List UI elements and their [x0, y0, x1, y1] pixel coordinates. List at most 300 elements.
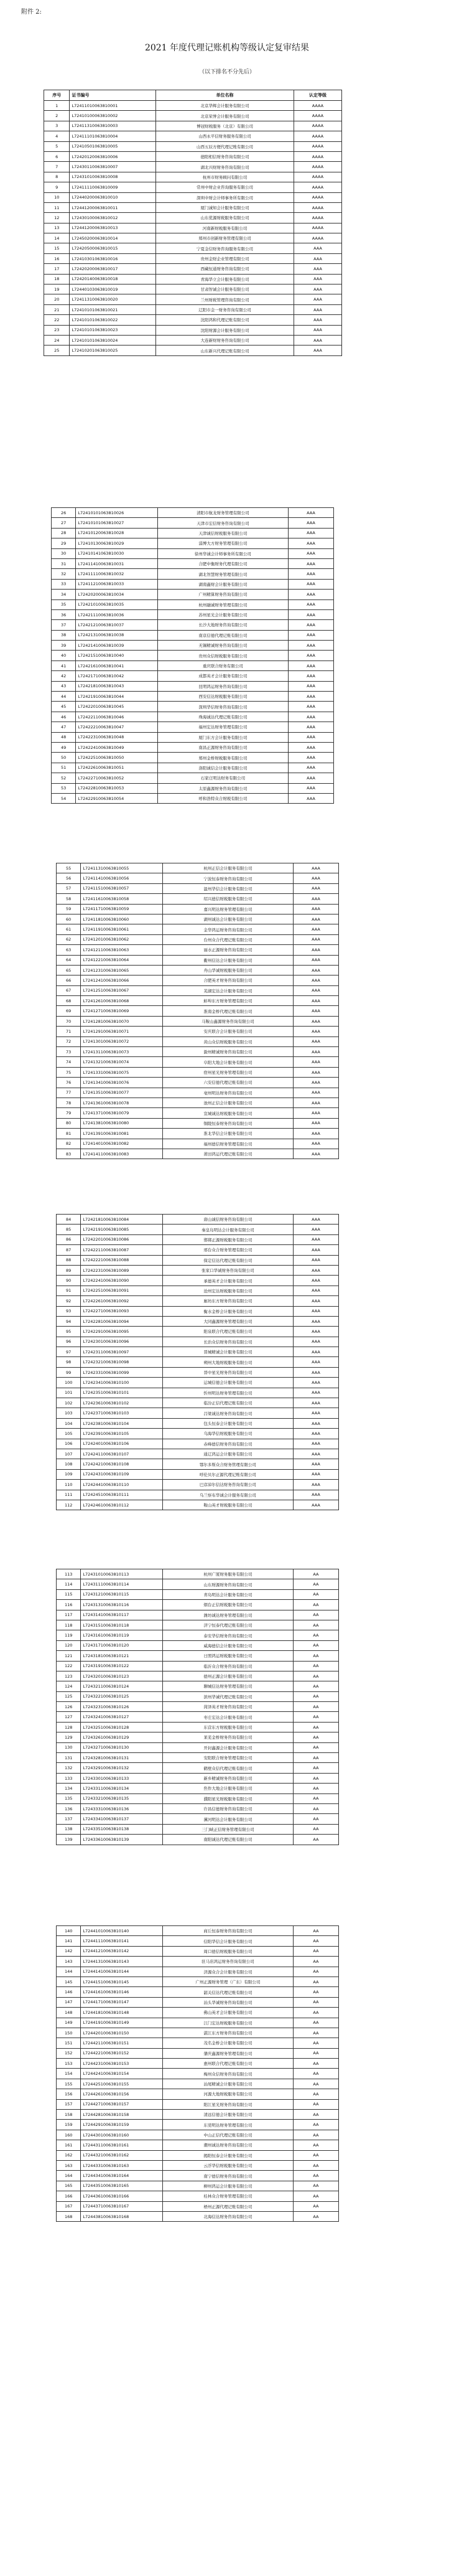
cell-name: 梅州众信财务咨询有限公司	[162, 2069, 293, 2079]
result-table-block	[56, 1214, 339, 1510]
cell-name: 台州众合代理记账有限公司	[162, 934, 293, 944]
cell-cert: L72422210063810047	[76, 722, 157, 732]
cell-cert: L72442410063810154	[81, 2069, 162, 2079]
table-row	[57, 1469, 339, 1479]
table-row	[57, 2130, 339, 2140]
cell-name: 河南新财税服务有限公司	[156, 223, 294, 233]
cell-grade: AA	[293, 1620, 338, 1630]
cell-no: 151	[57, 2038, 81, 2048]
table-row	[57, 1078, 339, 1088]
table-row	[52, 732, 334, 742]
cell-no: 41	[52, 660, 76, 670]
table-row	[57, 1793, 339, 1803]
cell-no: 12	[44, 213, 70, 223]
cell-cert: L72441510063810145	[81, 1977, 162, 1986]
cell-name: 阳泉联合代理记账有限公司	[162, 1327, 293, 1337]
cell-name: 惠州联合代理记账有限公司	[162, 2059, 293, 2069]
cell-name: 黄山众信财税服务有限公司	[162, 1037, 293, 1046]
table-row	[52, 558, 334, 568]
cell-no: 81	[57, 1129, 81, 1139]
cell-name: 中山正信代理记账有限公司	[162, 2130, 293, 2140]
cell-grade: AAA	[288, 599, 333, 609]
cell-name: 日照鸿运财税服务有限公司	[162, 1651, 293, 1661]
cell-cert: L72442210063810152	[81, 2048, 162, 2058]
column-header-cert: 证书编号	[70, 90, 156, 101]
cell-grade: AA	[293, 2028, 338, 2038]
cell-grade: AA	[293, 1671, 338, 1681]
cell-name: 威海德信会计服务有限公司	[162, 1640, 293, 1650]
cell-name: 甘肃智诚会计服务有限公司	[156, 284, 294, 294]
cell-no: 26	[52, 508, 76, 518]
cell-grade: AAA	[288, 732, 333, 742]
table-row	[44, 264, 342, 274]
table-row	[52, 722, 334, 732]
cell-cert: L72430110063810007	[70, 162, 156, 172]
cell-grade: AAA	[294, 274, 341, 284]
cell-no: 57	[57, 883, 81, 893]
cell-name: 杭州市财务顾问有限公司	[156, 172, 294, 182]
cell-name: 沧州宏达财税服务有限公司	[162, 1286, 293, 1295]
table-row	[57, 1742, 339, 1752]
cell-name: 桂林众合财务管理有限公司	[162, 2191, 293, 2201]
cell-grade: AAA	[293, 1016, 338, 1026]
cell-cert: L72422210063810088	[81, 1255, 162, 1265]
cell-name: 长治众信财务咨询有限公司	[162, 1337, 293, 1347]
cell-name: 湖北智慧财务管理有限公司	[157, 569, 288, 579]
cell-no: 109	[57, 1469, 81, 1479]
cell-name: 福州德信财务管理有限公司	[162, 1139, 293, 1149]
cell-grade: AAAA	[294, 192, 341, 202]
cell-no: 140	[57, 1926, 81, 1936]
cell-no: 53	[52, 783, 76, 793]
cell-name: 山东新兴代理记账有限公司	[156, 346, 294, 355]
cell-no: 13	[44, 223, 70, 233]
cell-cert: L72442010063810150	[81, 2028, 162, 2038]
cell-grade: AAA	[293, 894, 338, 904]
cell-cert: L72410100063810002	[70, 111, 156, 121]
table-row	[57, 1600, 339, 1610]
table-row	[57, 1286, 339, 1295]
cell-cert: L72420140063810018	[70, 274, 156, 284]
cell-grade: AA	[293, 2160, 338, 2170]
cell-name: 温州华信会计服务有限公司	[162, 883, 293, 893]
cell-name: 铜陵恒泰财务咨询有限公司	[162, 1118, 293, 1128]
cell-grade: AAA	[293, 914, 338, 924]
cell-name: 杭州融诚财务管理有限公司	[157, 599, 288, 609]
cell-grade: AA	[293, 1589, 338, 1599]
result-table-block	[44, 90, 342, 356]
cell-name: 潮州诚达财务咨询有限公司	[162, 2140, 293, 2150]
cell-cert: L72423110063810097	[81, 1347, 162, 1357]
cell-cert: L72432210063810125	[81, 1691, 162, 1701]
table-row	[52, 590, 334, 599]
cell-cert: L72412510063810067	[81, 985, 162, 995]
cell-no: 39	[52, 641, 76, 651]
cell-cert: L72422310063810048	[76, 732, 157, 742]
annex-label: 附件 2:	[21, 9, 42, 16]
cell-grade: AA	[293, 1814, 338, 1824]
table-row	[52, 641, 334, 651]
cell-grade: AAA	[288, 773, 333, 783]
cell-name: 济宁恒泰代理记账有限公司	[162, 1620, 293, 1630]
cell-cert: L72423310063810099	[81, 1367, 162, 1377]
cell-name: 漯河明达会计服务有限公司	[162, 1814, 293, 1824]
cell-name: 信阳华信会计服务有限公司	[162, 1936, 293, 1946]
table-row	[44, 243, 342, 253]
cell-grade: AAA	[288, 569, 333, 579]
cell-grade: AAA	[293, 1480, 338, 1490]
cell-cert: L72412710063810069	[81, 1006, 162, 1016]
table-row	[57, 1824, 339, 1834]
cell-grade: AAA	[288, 641, 333, 651]
cell-no: 117	[57, 1610, 81, 1620]
table-row	[52, 773, 334, 783]
cell-grade: AAA	[293, 1027, 338, 1037]
table-row	[57, 1418, 339, 1428]
cell-no: 24	[44, 335, 70, 345]
cell-name: 杭州正信会计服务有限公司	[162, 863, 293, 873]
cell-grade: AAA	[293, 945, 338, 955]
cell-cert: L72441200063810011	[70, 202, 156, 212]
cell-name: 廊坊东方财务咨询有限公司	[162, 1296, 293, 1306]
cell-cert: L72412810063810070	[81, 1016, 162, 1026]
table-row	[57, 1977, 339, 1986]
table-row	[44, 284, 342, 294]
cell-cert: L72410101063810023	[70, 325, 156, 335]
table-row	[44, 192, 342, 202]
cell-name: 阜阳大地会计服务有限公司	[162, 1057, 293, 1067]
cell-grade: AAA	[294, 253, 341, 263]
table-row	[57, 975, 339, 985]
table-row	[57, 2171, 339, 2181]
cell-no: 19	[44, 284, 70, 294]
table-row	[57, 1276, 339, 1286]
cell-name: 淮南金桥代理记账有限公司	[162, 1006, 293, 1016]
cell-grade: AA	[293, 2191, 338, 2201]
cell-cert: L72441210063810142	[81, 1946, 162, 1956]
cell-grade: AA	[293, 1824, 338, 1834]
cell-name: 北海信达财务咨询有限公司	[162, 2211, 293, 2221]
cell-cert: L72431110063810114	[81, 1579, 162, 1589]
cell-grade: AAA	[293, 1408, 338, 1418]
cell-name: 莱芜金桥财务咨询有限公司	[162, 1732, 293, 1742]
cell-cert: L72443610063810166	[81, 2191, 162, 2201]
cell-cert: L72421610063810041	[76, 660, 157, 670]
cell-grade: AAA	[293, 1108, 338, 1118]
table-row	[44, 223, 342, 233]
cell-cert: L72414110063810083	[81, 1149, 162, 1159]
cell-no: 116	[57, 1600, 81, 1610]
cell-grade: AAAA	[294, 223, 341, 233]
cell-grade: AAA	[294, 243, 341, 253]
table-row	[57, 1306, 339, 1316]
cell-no: 113	[57, 1569, 81, 1579]
table-row	[57, 945, 339, 955]
cell-name: 湖州诚达会计服务有限公司	[162, 914, 293, 924]
table-row	[52, 783, 334, 793]
cell-cert: L72431610063810119	[81, 1630, 162, 1640]
cell-cert: L72432110063810124	[81, 1681, 162, 1691]
cell-cert: L72411510063810057	[81, 883, 162, 893]
cell-grade: AAA	[288, 579, 333, 589]
cell-no: 9	[44, 182, 70, 192]
table-row	[57, 1814, 339, 1824]
cell-grade: AAA	[288, 722, 333, 732]
cell-cert: L72440103063810019	[70, 284, 156, 294]
cell-name: 莆田鸿运代理记账有限公司	[162, 1149, 293, 1159]
table-row	[57, 1057, 339, 1067]
cell-grade: AAAA	[294, 162, 341, 172]
cell-cert: L72410501063810005	[70, 141, 156, 151]
cell-cert: L72432310063810126	[81, 1702, 162, 1712]
cell-grade: AAA	[293, 955, 338, 965]
cell-cert: L72422010063810045	[76, 702, 157, 712]
cell-grade: AAA	[293, 1057, 338, 1067]
cell-name: 西藏恒通财务咨询有限公司	[156, 264, 294, 274]
table-row	[57, 2160, 339, 2170]
table-row	[57, 1006, 339, 1016]
cell-grade: AAA	[293, 1067, 338, 1077]
cell-cert: L72411810063810060	[81, 914, 162, 924]
cell-cert: L72422410063810090	[81, 1276, 162, 1286]
cell-cert: L72424410063810110	[81, 1480, 162, 1490]
cell-grade: AAA	[293, 1490, 338, 1500]
cell-name: 安阳联合财务管理有限公司	[162, 1753, 293, 1763]
cell-no: 115	[57, 1589, 81, 1599]
cell-name: 太原鑫源财务咨询有限公司	[157, 783, 288, 793]
cell-cert: L72410101063810026	[76, 508, 157, 518]
cell-no: 166	[57, 2191, 81, 2201]
cell-no: 25	[44, 346, 70, 355]
cell-no: 63	[57, 945, 81, 955]
cell-cert: L72422110063810087	[81, 1245, 162, 1255]
table-row	[57, 1118, 339, 1128]
cell-cert: L72413310063810075	[81, 1067, 162, 1077]
table-row	[57, 1378, 339, 1388]
cell-cert: L72420500063810015	[70, 243, 156, 253]
cell-grade: AAA	[293, 1265, 338, 1275]
cell-cert: L72443810063810168	[81, 2211, 162, 2221]
cell-grade: AAAA	[294, 202, 341, 212]
table-row	[57, 1835, 339, 1845]
cell-name: 阳江星光财务咨询有限公司	[162, 2099, 293, 2109]
cell-no: 60	[57, 914, 81, 924]
cell-name: 合肥中衡财务代理有限公司	[157, 558, 288, 568]
cell-grade: AAA	[288, 660, 333, 670]
cell-no: 30	[52, 548, 76, 558]
cell-grade: AAA	[288, 692, 333, 702]
cell-name: 邢台众合财务管理有限公司	[162, 1245, 293, 1255]
table-row	[57, 1702, 339, 1712]
cell-name: 六安信德代理记账有限公司	[162, 1078, 293, 1088]
cell-grade: AAA	[288, 508, 333, 518]
cell-cert: L72412210063810064	[81, 955, 162, 965]
cell-name: 承德英才会计服务有限公司	[162, 1276, 293, 1286]
cell-name: 东莞明达财务管理有限公司	[162, 2120, 293, 2130]
cell-cert: L72424110063810107	[81, 1449, 162, 1459]
cell-no: 141	[57, 1936, 81, 1946]
table-row	[57, 2018, 339, 2028]
cell-grade: AAA	[293, 1037, 338, 1046]
table-row	[57, 965, 339, 975]
cell-no: 48	[52, 732, 76, 742]
cell-grade: AA	[293, 2181, 338, 2191]
cell-name: 衡水金桥会计服务有限公司	[162, 1306, 293, 1316]
table-row	[52, 793, 334, 803]
cell-no: 149	[57, 2018, 81, 2028]
table-row	[52, 630, 334, 640]
cell-name: 江门宏达财税服务有限公司	[162, 2018, 293, 2028]
cell-grade: AA	[293, 1977, 338, 1986]
table-row	[44, 253, 342, 263]
table-row	[57, 1367, 339, 1377]
cell-grade: AA	[293, 2018, 338, 2028]
table-row	[57, 2211, 339, 2221]
cell-name: 邯郸正源财税服务有限公司	[162, 1234, 293, 1244]
cell-name: 济源众合会计服务有限公司	[162, 1967, 293, 1977]
cell-name: 衢州信达会计服务有限公司	[162, 955, 293, 965]
cell-name: 临沂众合财务咨询有限公司	[162, 1661, 293, 1671]
cell-name: 厦门诚知会计服务有限公司	[156, 202, 294, 212]
cell-name: 博冠财税服务（北京）有限公司	[156, 121, 294, 131]
cell-name: 芜湖宏达会计服务有限公司	[162, 985, 293, 995]
cell-no: 65	[57, 965, 81, 975]
cell-no: 28	[52, 528, 76, 538]
table-row	[57, 1480, 339, 1490]
table-row	[57, 2191, 339, 2201]
cell-name: 乌兰察布华诚会计服务有限公司	[162, 1490, 293, 1500]
cell-grade: AA	[293, 1712, 338, 1722]
cell-cert: L72412610063810068	[81, 996, 162, 1006]
cell-name: 山西永平信财务服务有限公司	[156, 131, 294, 141]
cell-name: 徐州华诚会计师事务所有限公司	[157, 548, 288, 558]
cell-grade: AA	[293, 2089, 338, 2099]
table-row	[57, 1439, 339, 1449]
cell-no: 15	[44, 243, 70, 253]
cell-cert: L72450200063810014	[70, 233, 156, 243]
cell-cert: L72422710063810093	[81, 1306, 162, 1316]
cell-cert: L72410101063810021	[70, 304, 156, 314]
cell-no: 93	[57, 1306, 81, 1316]
table-row	[57, 1997, 339, 2007]
cell-cert: L72421810063810043	[76, 681, 157, 691]
cell-cert: L72411101063810004	[70, 131, 156, 141]
cell-grade: AAAA	[294, 101, 341, 111]
cell-cert: L72423010063810096	[81, 1337, 162, 1347]
cell-name: 湛江东方财务咨询有限公司	[162, 2028, 293, 2038]
cell-name: 烟台正信财税服务有限公司	[162, 1600, 293, 1610]
table-row	[52, 681, 334, 691]
cell-cert: L72423210063810098	[81, 1357, 162, 1367]
cell-no: 38	[52, 630, 76, 640]
cell-cert: L72431710063810120	[81, 1640, 162, 1650]
cell-name: 通辽鸿运会计服务有限公司	[162, 1449, 293, 1459]
cell-cert: L72431810063810121	[81, 1651, 162, 1661]
cell-no: 147	[57, 1997, 81, 2007]
cell-grade: AA	[293, 1926, 338, 1936]
cell-grade: AAA	[288, 793, 333, 803]
cell-grade: AAA	[293, 1347, 338, 1357]
table-row	[57, 2099, 339, 2109]
cell-cert: L72421110063810036	[76, 609, 157, 619]
table-row	[52, 763, 334, 773]
table-row	[57, 1316, 339, 1326]
cell-name: 湖南鑫财会计服务有限公司	[157, 579, 288, 589]
table-row	[57, 2110, 339, 2120]
table-row	[52, 599, 334, 609]
cell-grade: AAA	[294, 335, 341, 345]
cell-no: 136	[57, 1803, 81, 1813]
cell-no: 114	[57, 1579, 81, 1589]
cell-no: 80	[57, 1118, 81, 1128]
table-row	[57, 883, 339, 893]
cell-grade: AA	[293, 1722, 338, 1732]
table-header-row	[44, 90, 342, 101]
table-row	[52, 528, 334, 538]
table-row	[57, 1108, 339, 1118]
cell-no: 161	[57, 2140, 81, 2150]
cell-name: 河源大地财税服务有限公司	[162, 2089, 293, 2099]
cell-no: 72	[57, 1037, 81, 1046]
cell-cert: L72423510063810101	[81, 1388, 162, 1398]
cell-name: 杭州广厦财务服务有限公司	[162, 1569, 293, 1579]
cell-no: 14	[44, 233, 70, 243]
table-row	[57, 1047, 339, 1057]
cell-name: 宁波恒泰财务咨询有限公司	[162, 873, 293, 883]
table-row	[57, 1027, 339, 1037]
cell-name: 西安信达财税服务有限公司	[157, 692, 288, 702]
table-row	[52, 518, 334, 528]
table-row	[57, 1691, 339, 1701]
cell-cert: L72423610063810102	[81, 1398, 162, 1408]
cell-grade: AAA	[294, 304, 341, 314]
cell-cert: L72441010063810140	[81, 1926, 162, 1936]
cell-grade: AAA	[293, 1006, 338, 1016]
cell-grade: AAA	[293, 1088, 338, 1098]
cell-no: 101	[57, 1388, 81, 1398]
cell-grade: AA	[293, 2008, 338, 2018]
cell-name: 淄博大方财务管理有限公司	[157, 538, 288, 548]
cell-no: 23	[44, 325, 70, 335]
cell-no: 46	[52, 712, 76, 722]
table-row	[57, 2028, 339, 2038]
cell-no: 130	[57, 1742, 81, 1752]
cell-grade: AAA	[288, 528, 333, 538]
cell-grade: AAA	[294, 325, 341, 335]
cell-grade: AA	[293, 1997, 338, 2007]
table-row	[57, 1936, 339, 1946]
cell-no: 127	[57, 1712, 81, 1722]
cell-cert: L72420120063810006	[70, 151, 156, 161]
cell-grade: AA	[293, 2099, 338, 2109]
cell-name: 临汾正信代理记账有限公司	[162, 1398, 293, 1408]
cell-grade: AA	[293, 2171, 338, 2181]
cell-name: 鹤壁众信代理记账有限公司	[162, 1763, 293, 1773]
cell-grade: AA	[293, 1579, 338, 1589]
cell-cert: L72423810063810104	[81, 1418, 162, 1428]
cell-no: 27	[52, 518, 76, 528]
cell-no: 62	[57, 934, 81, 944]
table-row	[57, 1661, 339, 1671]
cell-no: 92	[57, 1296, 81, 1306]
cell-no: 104	[57, 1418, 81, 1428]
cell-grade: AAA	[293, 1469, 338, 1479]
cell-cert: L72421010063810035	[76, 599, 157, 609]
cell-name: 德州正源会计服务有限公司	[162, 1671, 293, 1681]
cell-no: 148	[57, 2008, 81, 2018]
cell-name: 保定信达代理记账有限公司	[162, 1255, 293, 1265]
cell-grade: AAA	[293, 1439, 338, 1449]
